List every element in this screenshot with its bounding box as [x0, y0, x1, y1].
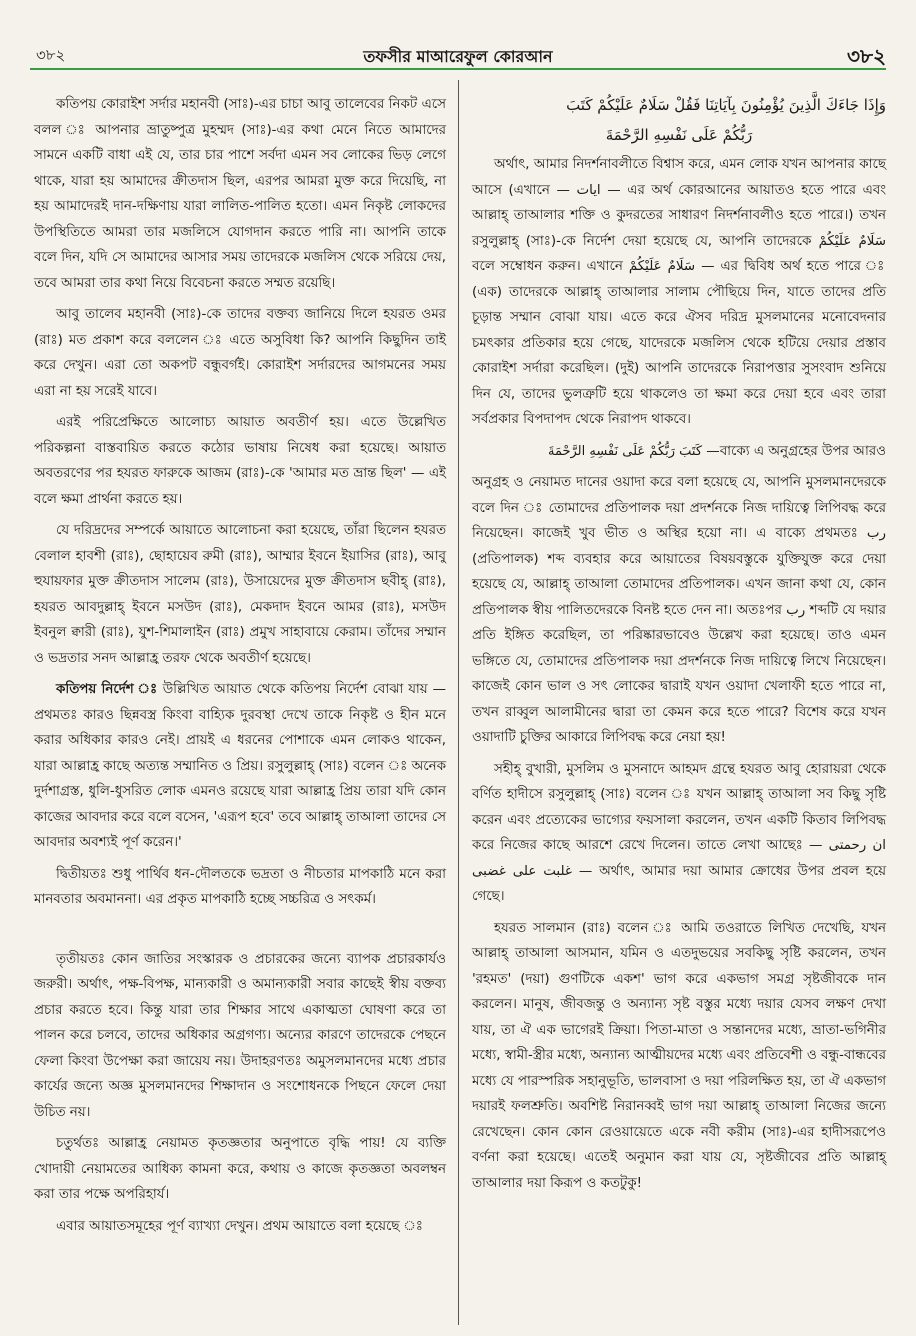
paragraph: দ্বিতীয়তঃ শুধু পার্থিব ধন-দৌলতকে ভদ্রতা ও নীচতার মাপকাঠি মনে করা মানবতার অবমাননা। এর প্রকৃত মাপকাঠি হচ্ছে সচ্চরিত্র ও সৎকর্ম। — [34, 866, 446, 907]
paragraph: আবু তালেব মহানবী (সাঃ)-কে তাদের বক্তব্য জানিয়ে দিলে হযরত ওমর (রাঃ) মত প্রকাশ করে বললেন ঃ এতে অসুবিধা কি? আপনি কিছুদিন তাই করে দেখুন। এরা তো অকপট বন্ধুবর্গই। কোরাইশ সর্দারদের আগমনের সময় এরা না হয় সরেই যাবে। — [34, 307, 446, 399]
page-header — [0, 0, 916, 68]
page-number-left: ৩৮২ — [36, 46, 66, 64]
paragraph: চতুর্থতঃ আল্লাহ্র নেয়ামত কৃতজ্ঞতার অনুপাতে বৃদ্ধি পায়! যে ব্যক্তি খোদায়ী নেয়ামতের আধিক্য কামনা করে, কথায় ও কাজে কৃতজ্ঞতা অবলম্বন করা তার পক্ষে অপরিহার্য। — [34, 1136, 446, 1202]
column-divider — [458, 80, 459, 1325]
arabic-phrase-line — [472, 439, 886, 465]
paragraph — [34, 677, 446, 856]
paragraph: অনুগ্রহ ও নেয়ামত দানের ওয়াদা করে বলা হয়েছে যে, আপনি মুসলমানদেরকে বলে দিন ঃ তোমাদের প্রতিপালক দয়া প্রদর্শনকে নিজ দায়িত্বে লিপিবদ্ধ করে নিয়েছেন। কাজেই খুব ভীত ও অস্থির হয়ো না। এ বাক্যে প্রথমতঃ رب (প্রতিপালক) শব্দ ব্যবহার করে আয়াতের বিষয়বস্তুকে যুক্তিযুক্ত করে দেয়া হয়েছে যে, আল্লাহ্ তাআলা তোমাদের প্রতিপালক। এখন জানা কথা যে, কোন প্রতিপালক স্বীয় পালিতদেরকে বিনষ্ট হতে দেন না। অতঃপর رب শব্দটি যে দয়ার প্রতি ইঙ্গিত করেছিল, তা পরিষ্কারভাবেও উল্লেখ করা হয়েছে। তাও এমন ভঙ্গিতে যে, তোমাদের প্রতিপালক দয়া প্রদর্শনকে নিজ দায়িত্বে লিখে নিয়েছেন। কাজেই কোন ভাল ও সৎ লোকের দ্বারাই যখন ওয়াদা খেলাফী হতে পারে না, তখন রাব্বুল আলামীনের দ্বারা তা কেমন করে হতে পারে? বিশেষ করে যখন ওয়াদাটি চুক্তির আকারে লিপিবদ্ধ করে নেয়া হয়! — [472, 475, 887, 745]
paragraph: তৃতীয়তঃ কোন জাতির সংস্কারক ও প্রচারকের জন্যে ব্যাপক প্রচারকার্যও জরুরী। অর্থাৎ, পক্ষ-বিপক্ষ, মান্যকারী ও অমান্যকারী সবার কাছেই স্বীয় বক্তব্য প্রচার করতে হবে। কিন্তু যারা তার শিক্ষার সাথে একাত্মতা ঘোষণা করে তা পালন করে চলবে, তাদের অধিকার অগ্রগণ্য। অন্যের কারণে তাদেরকে পেছনে ফেলা কিংবা উপেক্ষা করা জায়েয নয়। উদাহরণতঃ অমুসলমানদের মধ্যে প্রচার কার্যের জন্যে অজ্ঞ মুসলমানদের শিক্ষাদান ও সংশোধনকে পিছনে ফেলে দেয়া উচিত নয়। — [34, 951, 446, 1120]
left-column — [34, 92, 446, 1245]
page-number-right: ৩৮২ — [847, 44, 886, 68]
paragraph: এবার আয়াতসমূহের পূর্ণ ব্যাখ্যা দেখুন। প্রথম আয়াতে বলা হয়েছে ঃ — [56, 1218, 423, 1234]
arabic-phrase: كَتَبَ رَبُّكُمْ عَلَى نَفْسِهِ الرَّحْمَةَ — [547, 443, 703, 459]
paragraph: অর্থাৎ, আমার নিদর্শনাবলীতে বিশ্বাস করে, এমন লোক যখন আপনার কাছে আসে (এখানে — ايات — এর অর্থ কোরআনের আয়াতও হতে পারে এবং আল্লাহ্ তাআলার শক্তি ও কুদরতের সাধারণ নিদর্শনাবলীও হতে পারে।) তখন রসুলুল্লাহ্ (সাঃ)-কে নির্দেশ দেয়া হয়েছে যে, আপনি তাদেরকে سَلَامٌ عَلَيْكُمْ বলে সম্বোধন করুন। এখানে سَلَامٌ عَلَيْكُمْ — এর দ্বিবিধ অর্থ হতে পারে ঃ (এক) তাদেরকে আল্লাহ্ তাআলার সালাম পৌছিয়ে দিন, যাতে তাদের প্রতি চূড়ান্ত সম্মান বোঝা যায়। এতে করে ঐসব দরিদ্র মুসলমানের মনোবেদনার চমৎকার প্রতিকার হয়ে গেছে, যাদেরকে মজলিস থেকে হটিয়ে দেয়ার প্রস্তাব কোরাইশ সর্দারা করেছিল। (দুই) আপনি তাদেরকে নিরাপত্তার সুসংবাদ শুনিয়ে দিন যে, তাদের ভুলত্রুটি হয়ে থাকলেও তা ক্ষমা করে দেয়া হবে এবং তারা সর্বপ্রকার বিপদাপদ থেকে নিরাপদ থাকবে। — [472, 157, 887, 427]
running-title: তফসীর মাআরেফুল কোরআন — [363, 47, 553, 66]
section-heading: কতিপয় নির্দেশ ঃ — [56, 682, 158, 697]
paragraph: হযরত সালমান (রাঃ) বলেন ঃ আমি তওরাতে লিখিত দেখেছি, যখন আল্লাহ্ তাআলা আসমান, যমিন ও এতদুভয়ের সবকিছু সৃষ্টি করলেন, তখন 'রহমত' (দয়া) গুণটিকে একশ' ভাগ করে একভাগ সমগ্র সৃষ্টজীবকে দান করলেন। মানুষ, জীবজন্তু ও অন্যান্য সৃষ্ট বস্তুর মধ্যে দয়ার যেসব লক্ষণ দেখা যায়, তা ঐ এক ভাগেরই ক্রিয়া। পিতা-মাতা ও সন্তানদের মধ্যে, ভ্রাতা-ভগিনীর মধ্যে, স্বামী-স্ত্রীর মধ্যে, অন্যান্য আত্মীয়দের মধ্যে এবং প্রতিবেশী ও বন্ধু-বান্ধবের মধ্যে যে পারস্পরিক সহানুভূতি, ভালবাসা ও দয়া পরিলক্ষিত হয়, তা ঐ একভাগ দয়ারই ফলশ্রুতি। অবশিষ্ট নিরানব্বই ভাগ দয়া আল্লাহ্ তাআলা নিজের জন্যে রেখেছেন। কোন কোন রেওয়ায়েতে একে নবী করীম (সাঃ)-এর হাদীসরূপেও বর্ণনা করা হয়েছে। এতেই অনুমান করা যায় যে, সৃষ্টজীবের প্রতি আল্লাহ্ তাআলার দয়া কিরূপ ও কতটুকু! — [472, 920, 886, 1191]
paragraph: এরই পরিপ্রেক্ষিতে আলোচ্য আয়াত অবতীর্ণ হয়। এতে উল্লেখিত পরিকল্পনা বাস্তবায়িত করতে কঠোর ভাষায় নিষেধ করা হয়েছে। আয়াত অবতরণের পর হযরত ফারুকে আজম (রাঃ)-কে 'আমার মত ভ্রান্ত ছিল' — এই বলে ক্ষমা প্রার্থনা করতে হয়। — [34, 415, 446, 507]
header-rule — [30, 68, 886, 70]
phrase-suffix: —বাক্যে এ অনুগ্রহের উপর আরও — [706, 443, 886, 459]
paragraph-text: উল্লিখিত আয়াত থেকে কতিপয় নির্দেশ বোঝা যায় — প্রথমতঃ কারও ছিন্নবস্ত্র কিংবা বাহ্যিক দুরবস্থা দেখে তাকে নিকৃষ্ট ও হীন মনে করার অধিকার কারও নেই। প্রায়ই এ ধরনের পোশাকে এমন লোকও থাকেন, যারা আল্লাহ্র কাছে অত্যন্ত সম্মানিত ও প্রিয়। রসুলুল্লাহ্ (সাঃ) বলেন ঃ অনেক দুর্দশাগ্রস্ত, ধুলি-ধুসরিত লোক এমনও রয়েছে যারা আল্লাহ্র প্রিয় তারা যদি কোন কাজের আবদার করে বলে বসেন, 'এরূপ হবে' তবে আল্লাহ্ তাআলা তাদের সে আবদার অবশ্যই পূর্ণ করেন।' — [34, 682, 446, 850]
paragraph: কতিপয় কোরাইশ সর্দার মহানবী (সাঃ)-এর চাচা আবু তালেবের নিকট এসে বলল ঃ আপনার ভ্রাতুষ্পুত্র মুহম্মদ (সাঃ)-এর কথা মেনে নিতে আমাদের সামনে একটি বাধা এই যে, তার চার পাশে সর্বদা এমন সব লোকের ভিড় লেগে থাকে, যারা হয় আমাদের ক্রীতদাস ছিল, এরপর আমরা মুক্ত করে দিয়েছি, না হয় আমাদেরই দান-দক্ষিণায় যারা লালিত-পালিত হতো। এমন নিকৃষ্ট লোকদের উপস্থিতিতে আমরা তার মজলিসে যোগদান করতে পারি না। আপনি তাকে বলে দিন, যদি সে আমাদের আসার সময় তাদেরকে মজলিস থেকে সরিয়ে দেয়, তবে আমরা তার কথা নিয়ে বিবেচনা করতে সম্মত রয়েছি। — [34, 97, 446, 291]
paragraph: যে দরিদ্রদের সম্পর্কে আয়াতে আলোচনা করা হয়েছে, তাঁরা ছিলেন হযরত বেলাল হাবশী (রাঃ), ছোহায়েব রুমী (রাঃ), আম্মার ইবনে ইয়াসির (রাঃ), আবু হুযায়ফার মুক্ত ক্রীতদাস সালেম (রাঃ), উসায়েদের মুক্ত ক্রীতদাস ছবীহ্ (রাঃ), হযরত আবদুল্লাহ্ ইবনে মসউদ (রাঃ), মেকদাদ ইবনে আমর (রাঃ), মসউদ ইবনুল ক্বারী (রাঃ), যুশ-শিমালাইন (রাঃ) প্রমুখ সাহাবায়ে কেরাম। তাঁদের সম্মান ও ভদ্রতার সনদ আল্লাহ্র তরফ থেকে অবতীর্ণ হয়েছে। — [34, 523, 446, 666]
right-column — [472, 92, 886, 1202]
arabic-verse: وَإِذَا جَاءَكَ الَّذِينَ يُؤْمِنُونَ بِآيَاتِنَا فَقُلْ سَلَامٌ عَلَيْكُمْ كَتَبَ — [566, 96, 886, 114]
arabic-verse: رَبُّكُمْ عَلَى نَفْسِهِ الرَّحْمَةَ — [605, 126, 753, 144]
paragraph: সহীহ্ বুখারী, মুসলিম ও মুসনাদে আহমদ গ্রন্থে হযরত আবু হোরায়রা থেকে বর্ণিত হাদীসে রসুলুল্লাহ্ (সাঃ) বলেন ঃ যখন আল্লাহ্ তাআলা সব কিছু সৃষ্টি করেন এবং প্রত্যেকের ভাগ্যের ফয়সালা করলেন, তখন একটি কিতাব লিপিবদ্ধ করে নিজের কাছে আরশে রেখে দিলেন। তাতে লেখা আছেঃ — ان رحمتى غلبت على غضبى — অর্থাৎ, আমার দয়া আমার ক্রোধের উপর প্রবল হয়ে গেছে। — [472, 761, 886, 904]
